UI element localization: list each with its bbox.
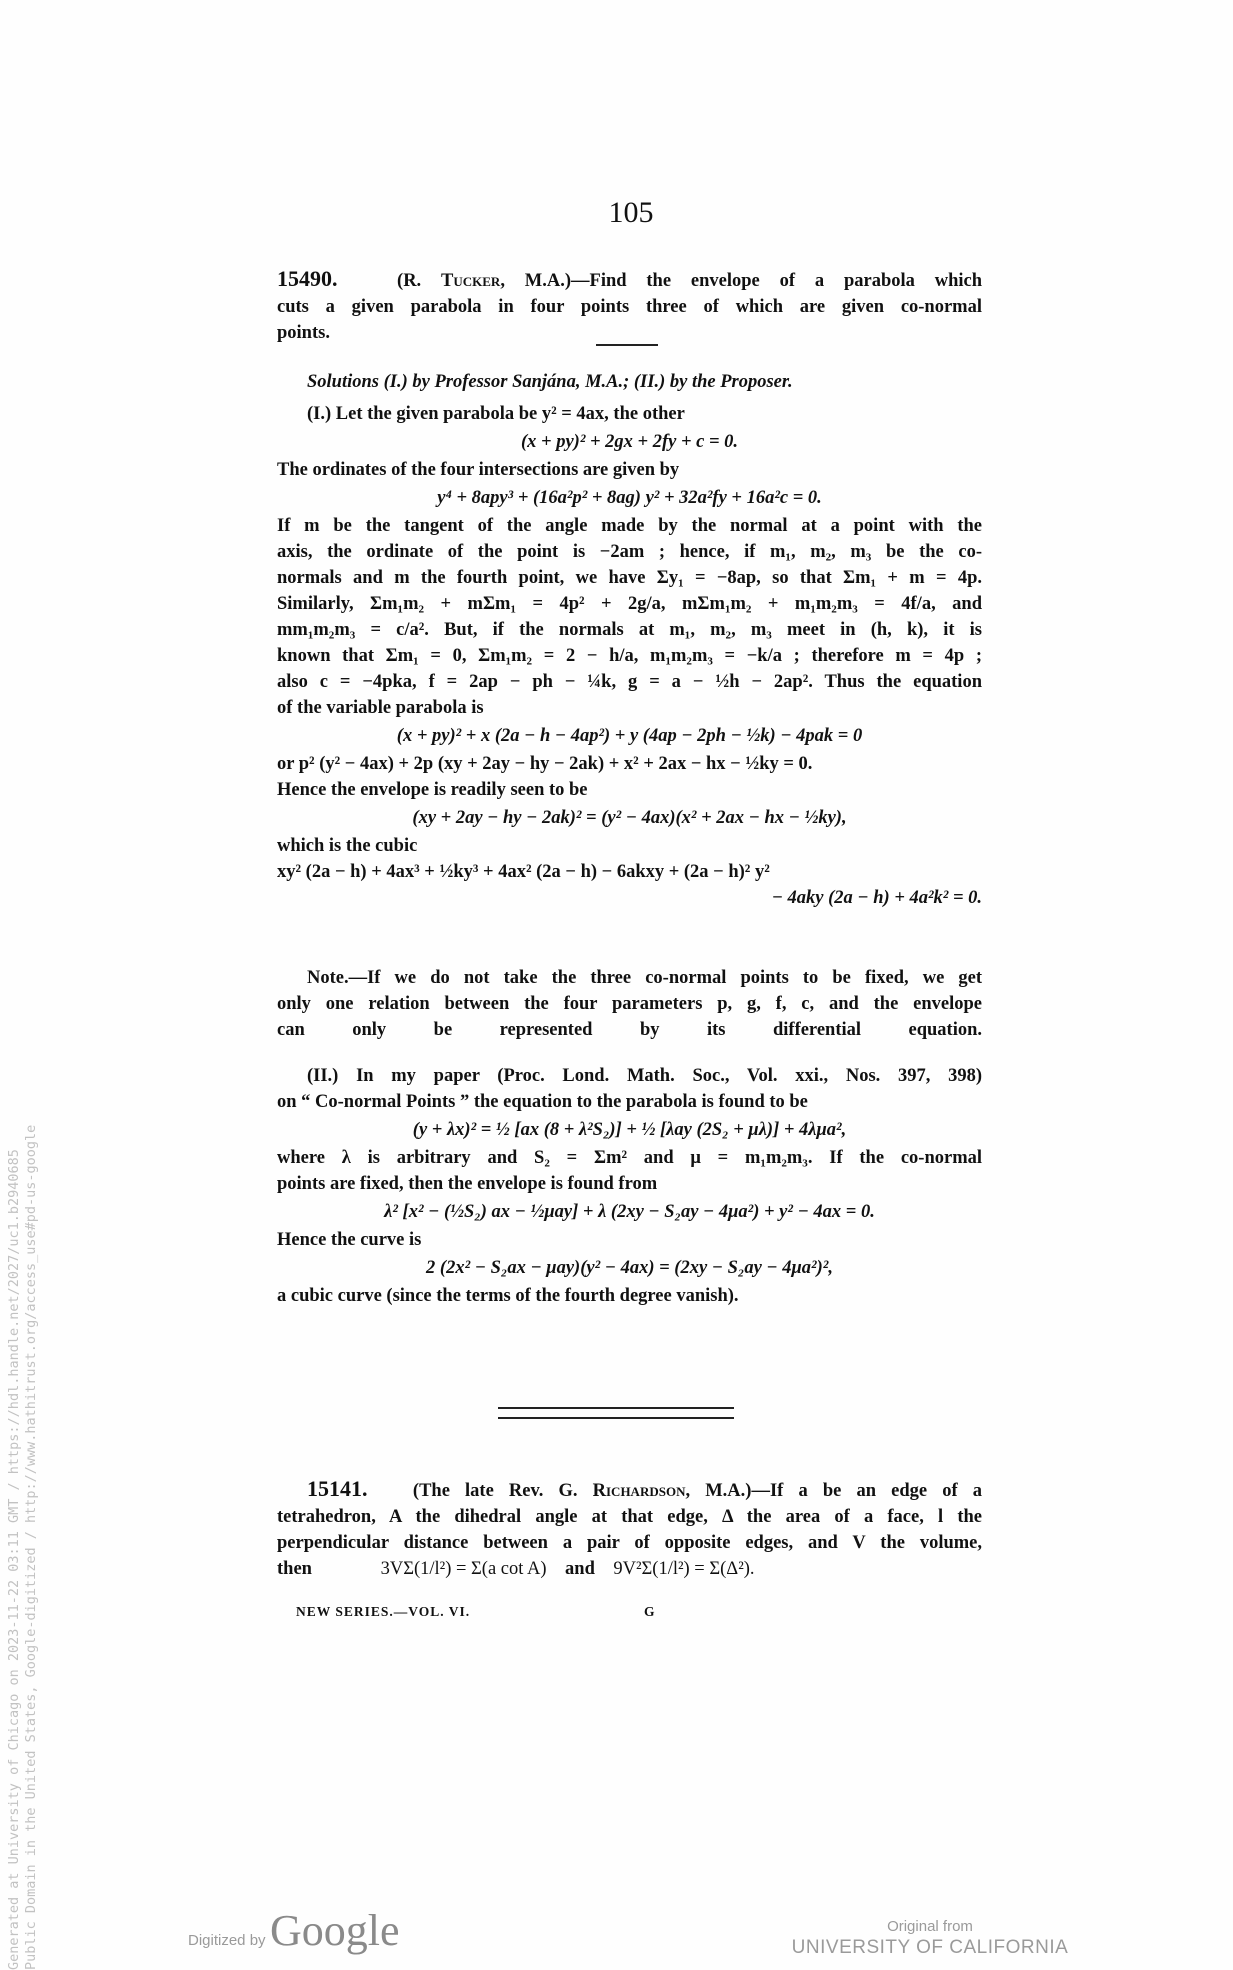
signature-mark: G [644, 1604, 656, 1619]
equation-line: 2 (2x² − S₂ax − μay)(y² − 4ax) = (2xy − S₂ay − 4μa²)², [426, 1258, 833, 1278]
problem-number: 15141. [307, 1476, 368, 1501]
google-logo: Google [270, 1906, 400, 1955]
page-number: 105 [608, 196, 654, 229]
institution-name: UNIVERSITY OF CALIFORNIA [791, 1937, 1069, 1958]
text-line: mm₁m₂m₃ = c/a². But, if the normals at m₁, m₂, m₃ meet in (h, k), it is [277, 620, 982, 640]
text-line: (II.) In my paper (Proc. Lond. Math. Soc., Vol. xxi., Nos. 397, 398) [307, 1066, 982, 1086]
problem-text-line: perpendicular distance between a pair of opposite edges, and V the volume, [277, 1533, 982, 1553]
solution-part-2 [277, 1063, 982, 1309]
text-line: or p² (y² − 4ax) + 2p (xy + 2ay − hy − 2ak) + x² + 2ax − hx − ½ky = 0. [277, 754, 813, 774]
problem-text-line: cuts a given parabola in four points three of which are given co-normal [277, 297, 982, 317]
solution-part-1 [277, 401, 982, 911]
digitized-by-google-logo: Digitized by Google [188, 1906, 400, 1955]
problem-final-formula: then 3VΣ(1/l²) = Σ(a cot A) and 9V²Σ(1/l²) = Σ(Δ²). [277, 1559, 755, 1579]
text-line: can only be represented by its differential equation. [277, 1020, 982, 1040]
problem-text-line: points. [277, 323, 330, 343]
equation-line: λ² [x² − (½S₂) ax − ½μay] + λ (2xy − S₂ay − 4μa²) + y² − 4ax = 0. [384, 1202, 875, 1222]
section-double-rule [498, 1407, 734, 1419]
text-line: Similarly, Σm₁m₂ + mΣm₁ = 4p² + 2g/a, mΣm₁m₂ + m₁m₂m₃ = 4f/a, and [277, 594, 982, 614]
equation-line: y⁴ + 8apy³ + (16a²p² + 8ag) y² + 32a²fy + 16a²c = 0. [437, 488, 822, 508]
equation-line: (y + λx)² = ½ [ax (8 + λ²S₂)] + ½ [λay (2S₂ + μλ)] + 4λμa², [412, 1120, 847, 1140]
text-line: Note.—If we do not take the three co-normal points to be fixed, we get [307, 968, 982, 988]
text-line: a cubic curve (since the terms of the fourth degree vanish). [277, 1286, 739, 1306]
problem-text-line: tetrahedron, A the dihedral angle at that edge, Δ the area of a face, l the [277, 1507, 982, 1527]
hathitrust-watermark: Generated at University of Chicago on 2023-11-22 03:11 GMT / https://hdl.handle.net/2027/uc1.b2940685 Public Domain in the United States, Google-digitized / http://www.hathitrust.org/access_use#pd-us-google [6, 1124, 39, 1970]
text-line: normals and m the fourth point, we have Σy₁ = −8ap, so that Σm₁ + m = 4p. [277, 568, 982, 588]
problem-number: 15490. [277, 266, 338, 291]
text-line: on “ Co-normal Points ” the equation to the parabola is found to be [277, 1092, 808, 1112]
author-name: Tucker [441, 271, 501, 291]
text-line: only one relation between the four parameters p, g, f, c, and the envelope [277, 994, 982, 1014]
text-line: The ordinates of the four intersections are given by [277, 460, 680, 480]
solutions-heading: Solutions (I.) by Professor Sanjána, M.A.; (II.) by the Proposer. [307, 372, 793, 392]
text-line: If m be the tangent of the angle made by the normal at a point with the [277, 516, 982, 536]
original-from-credit: Original from UNIVERSITY OF CALIFORNIA [780, 1918, 1080, 1960]
text-line: (I.) Let the given parabola be y² = 4ax, the other [307, 404, 685, 424]
equation-line: (x + py)² + 2gx + 2fy + c = 0. [521, 432, 738, 452]
problem-15490 [277, 266, 982, 346]
text-line: which is the cubic [277, 836, 418, 856]
text-line: xy² (2a − h) + 4ax³ + ½ky³ + 4ax² (2a − h) − 6akxy + (2a − h)² y² [277, 862, 770, 882]
problem-header: 15141. (The late Rev. G. Richardson, M.A.)—If a be an edge of a [307, 1476, 983, 1501]
author-name: Richardson [592, 1481, 686, 1501]
solution-note [277, 965, 982, 1043]
signature-series: NEW SERIES.—VOL. VI. [296, 1604, 471, 1619]
text-line: points are fixed, then the envelope is found from [277, 1174, 658, 1194]
solutions-heading-block [277, 369, 982, 395]
problem-header: 15490. (R. Tucker, M.A.)—Find the envelope of a parabola which [277, 266, 982, 291]
text-line: Hence the envelope is readily seen to be [277, 780, 588, 800]
text-line: where λ is arbitrary and S₂ = Σm² and μ = m₁m₂m₃. If the co-normal [277, 1148, 982, 1168]
text-line: also c = −4pka, f = 2ap − ph − ¼k, g = a − ½h − 2ap². Thus the equation [277, 672, 982, 692]
equation-line: (xy + 2ay − hy − 2ak)² = (y² − 4ax)(x² + 2ax − hx − ½ky), [412, 808, 847, 828]
text-line: of the variable parabola is [277, 698, 484, 718]
equation-line: − 4aky (2a − h) + 4a²k² = 0. [771, 888, 982, 908]
equation-line: (x + py)² + x (2a − h − 4ap²) + y (4ap − 2ph − ½k) − 4pak = 0 [396, 726, 863, 746]
text-line: Hence the curve is [277, 1230, 422, 1250]
section-divider [596, 344, 658, 346]
text-line: known that Σm₁ = 0, Σm₁m₂ = 2 − h/a, m₁m₂m₃ = −k/a ; therefore m = 4p ; [277, 646, 982, 666]
text-line: axis, the ordinate of the point is −2am ; hence, if m₁, m₂, m₃ be the co- [277, 542, 982, 562]
problem-15141 [277, 1476, 982, 1582]
